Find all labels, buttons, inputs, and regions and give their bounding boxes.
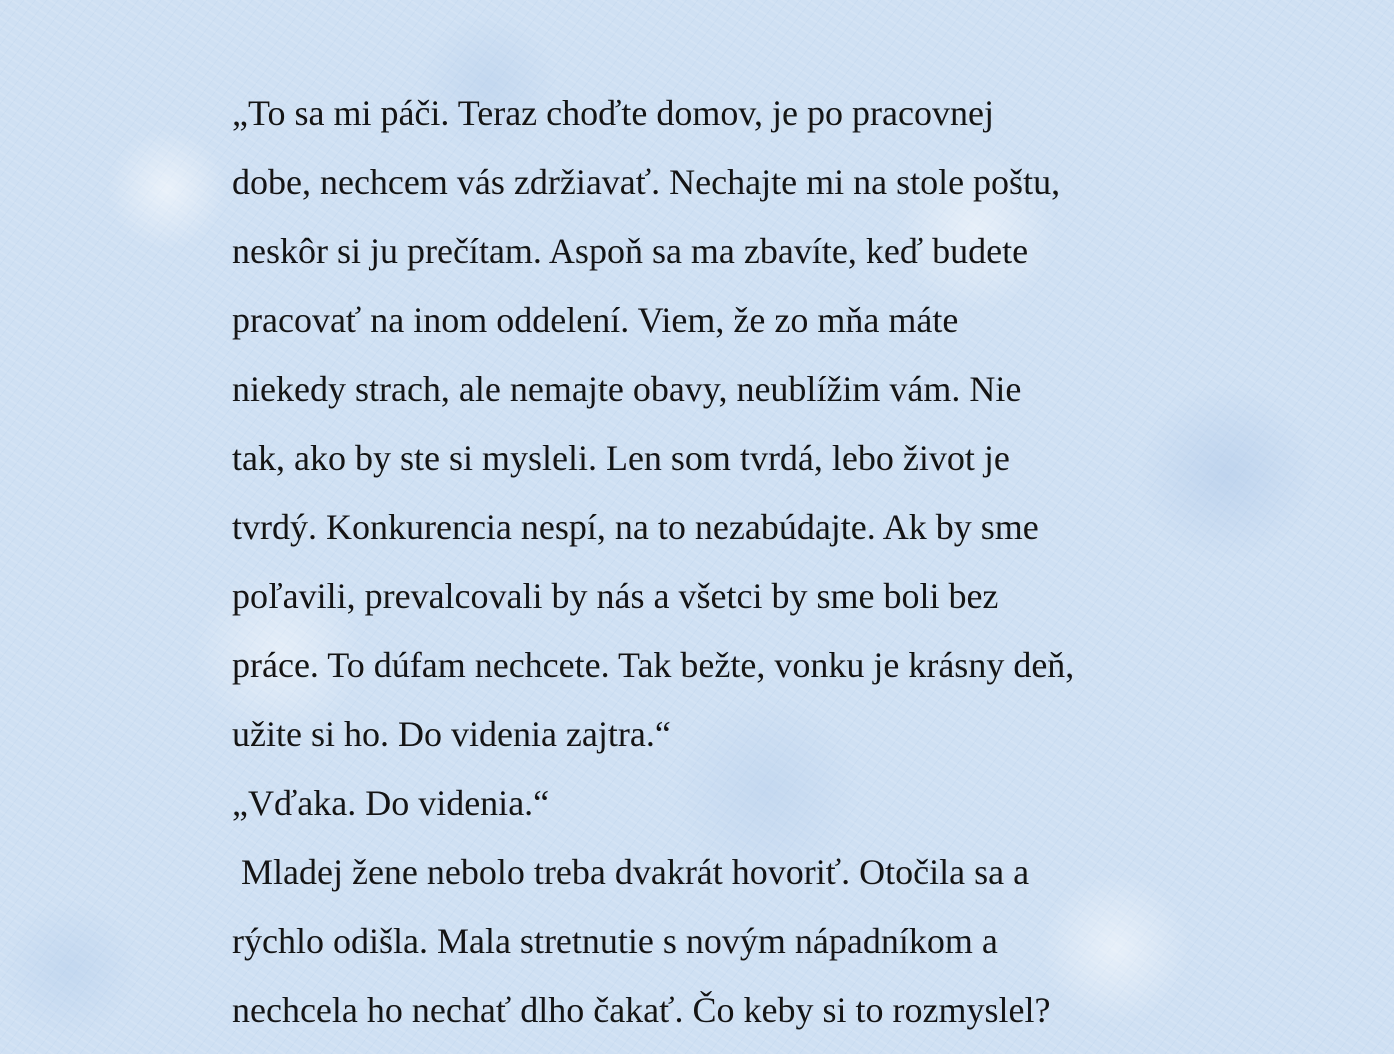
text-line-10: užite si ho. Do videnia zajtra.“ — [232, 714, 671, 754]
text-line-3: neskôr si ju prečítam. Aspoň sa ma zbavíte, keď budete — [232, 231, 1029, 271]
text-line-4: pracovať na inom oddelení. Viem, že zo mňa máte — [232, 300, 959, 340]
text-line-14: nechcela ho nechať dlho čakať. Čo keby si to rozmyslel? — [232, 990, 1051, 1030]
text-line-2: dobe, nechcem vás zdržiavať. Nechajte mi na stole poštu, — [232, 162, 1061, 202]
text-line-1: „To sa mi páči. Teraz choďte domov, je po pracovnej — [232, 93, 994, 133]
text-line-9: práce. To dúfam nechcete. Tak bežte, vonku je krásny deň, — [232, 645, 1075, 685]
document-text — [232, 79, 1232, 1045]
text-line-8: poľavili, prevalcovali by nás a všetci by sme boli bez — [232, 576, 999, 616]
text-line-12: Mladej žene nebolo treba dvakrát hovoriť. Otočila sa a — [232, 852, 1030, 892]
text-line-5: niekedy strach, ale nemajte obavy, neublížim vám. Nie — [232, 369, 1022, 409]
text-line-7: tvrdý. Konkurencia nespí, na to nezabúdajte. Ak by sme — [232, 507, 1039, 547]
text-line-6: tak, ako by ste si mysleli. Len som tvrdá, lebo život je — [232, 438, 1010, 478]
text-line-11: „Vďaka. Do videnia.“ — [232, 783, 550, 823]
text-line-13: rýchlo odišla. Mala stretnutie s novým nápadníkom a — [232, 921, 998, 961]
